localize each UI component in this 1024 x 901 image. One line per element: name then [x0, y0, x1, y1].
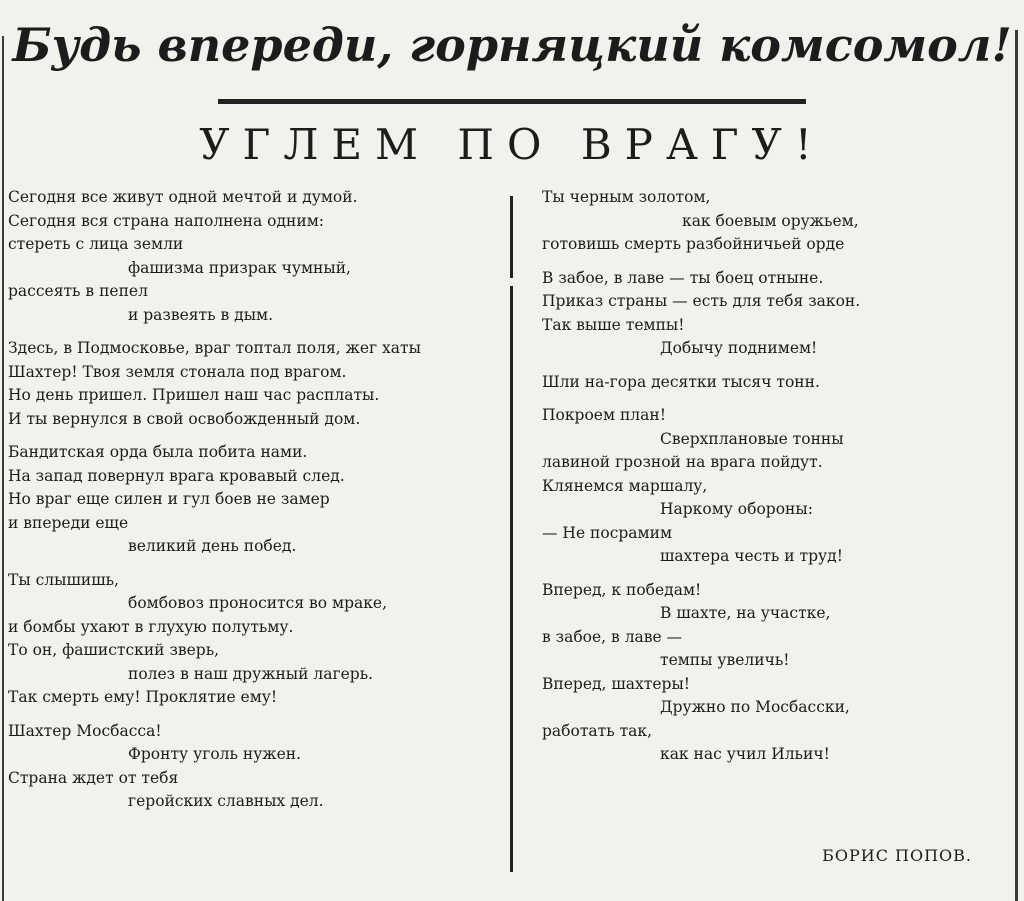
poem-line: Ты черным золотом, [542, 188, 711, 206]
poem-line: Сегодня все живут одной мечтой и думой. [8, 188, 358, 206]
poem-line: Шли на-гора десятки тысяч тонн. [542, 372, 820, 391]
poem-line: в забое, в лаве — [542, 627, 683, 646]
poem-line: Сегодня вся страна наполнена одним: [8, 211, 324, 230]
poem-column-left [8, 186, 500, 814]
author-signature: БОРИС ПОПОВ. [822, 846, 972, 865]
poem-line: Наркому обороны: [660, 500, 813, 518]
poem-line: и развеять в дым. [128, 305, 274, 324]
poem-line: и бомбы ухают в глухую полутьму. [8, 617, 294, 636]
poem-line: В забое, в лаве — ты боец отныне. [542, 268, 824, 287]
stanza-break [542, 361, 1012, 371]
poem-line: Страна ждет от тебя [8, 768, 179, 787]
stanza-break [8, 327, 500, 337]
stanza-break [542, 257, 1012, 267]
poem-line: Так выше темпы! [542, 315, 685, 334]
column-divider-top [510, 196, 513, 278]
poem-line: готовишь смерть разбойничьей орде [542, 235, 845, 253]
poem-line: темпы увеличь! [660, 651, 790, 669]
poem-line: Шахтер! Твоя земля стонала под врагом. [8, 362, 347, 381]
headline-underline [218, 99, 806, 104]
poem-line: как боевым оружьем, [682, 211, 859, 230]
poem-line: лавиной грозной на врага пойдут. [542, 453, 823, 471]
poem-line: Сверхплановые тонны [660, 429, 844, 448]
poem-line: работать так, [542, 721, 653, 740]
poem-line: Ты слышишь, [8, 570, 119, 589]
poem-line: На запад повернул врага кровавый след. [8, 466, 345, 485]
stanza-break [8, 559, 500, 569]
poem-line: бомбовоз проносится во мраке, [128, 594, 388, 612]
poem-line: В шахте, на участке, [660, 604, 831, 622]
poem-column-right [542, 186, 1012, 767]
poem-line: То он, фашистский зверь, [8, 641, 220, 659]
poem-line: полез в наш дружный лагерь. [128, 664, 374, 683]
poem-line: И ты вернулся в свой освобожденный дом. [8, 409, 361, 428]
poem-line: Шахтер Мосбасса! [8, 721, 162, 740]
poem-line: Но враг еще силен и гул боев не замер [8, 490, 330, 508]
stanza-break [8, 431, 500, 441]
stanza-break [542, 394, 1012, 404]
poem-line: — Не посрамим [542, 523, 672, 542]
poem-line: и впереди еще [8, 513, 129, 532]
stanza-break [542, 569, 1012, 579]
poem-line: Клянемся маршалу, [542, 476, 708, 495]
poem-line: Вперед, к победам! [542, 580, 702, 599]
stanza-break [8, 710, 500, 720]
poem-title: УГЛЕМ ПО ВРАГУ! [199, 120, 825, 169]
poem-line: шахтера честь и труд! [660, 547, 843, 565]
poem-line: Дружно по Мосбасски, [660, 698, 850, 716]
poem-line: геройских славных дел. [128, 792, 324, 810]
poem-line: Но день пришел. Пришел наш час расплаты. [8, 386, 380, 404]
poem-line: Фронту уголь нужен. [128, 745, 301, 763]
poem-line: Вперед, шахтеры! [542, 674, 691, 693]
poem-line: как нас учил Ильич! [660, 745, 830, 763]
poem-line: великий день побед. [128, 537, 297, 555]
poem-line: Здесь, в Подмосковье, враг топтал поля, жег хаты [8, 339, 421, 357]
poem-line: фашизма призрак чумный, [128, 258, 351, 277]
poem-line: Покроем план! [542, 406, 666, 424]
headline: Будь впереди, горняцкий комсомол! [12, 18, 1012, 72]
poem-line: Приказ страны — есть для тебя закон. [542, 292, 861, 310]
column-divider-bottom [510, 286, 513, 872]
poem-line: рассеять в пепел [8, 282, 148, 300]
poem-line: Бандитская орда была побита нами. [8, 443, 308, 461]
poem-line: Добычу поднимем! [660, 339, 818, 357]
poem-line: Так смерть ему! Проклятие ему! [8, 688, 278, 706]
poem-line: стереть с лица земли [8, 235, 184, 253]
